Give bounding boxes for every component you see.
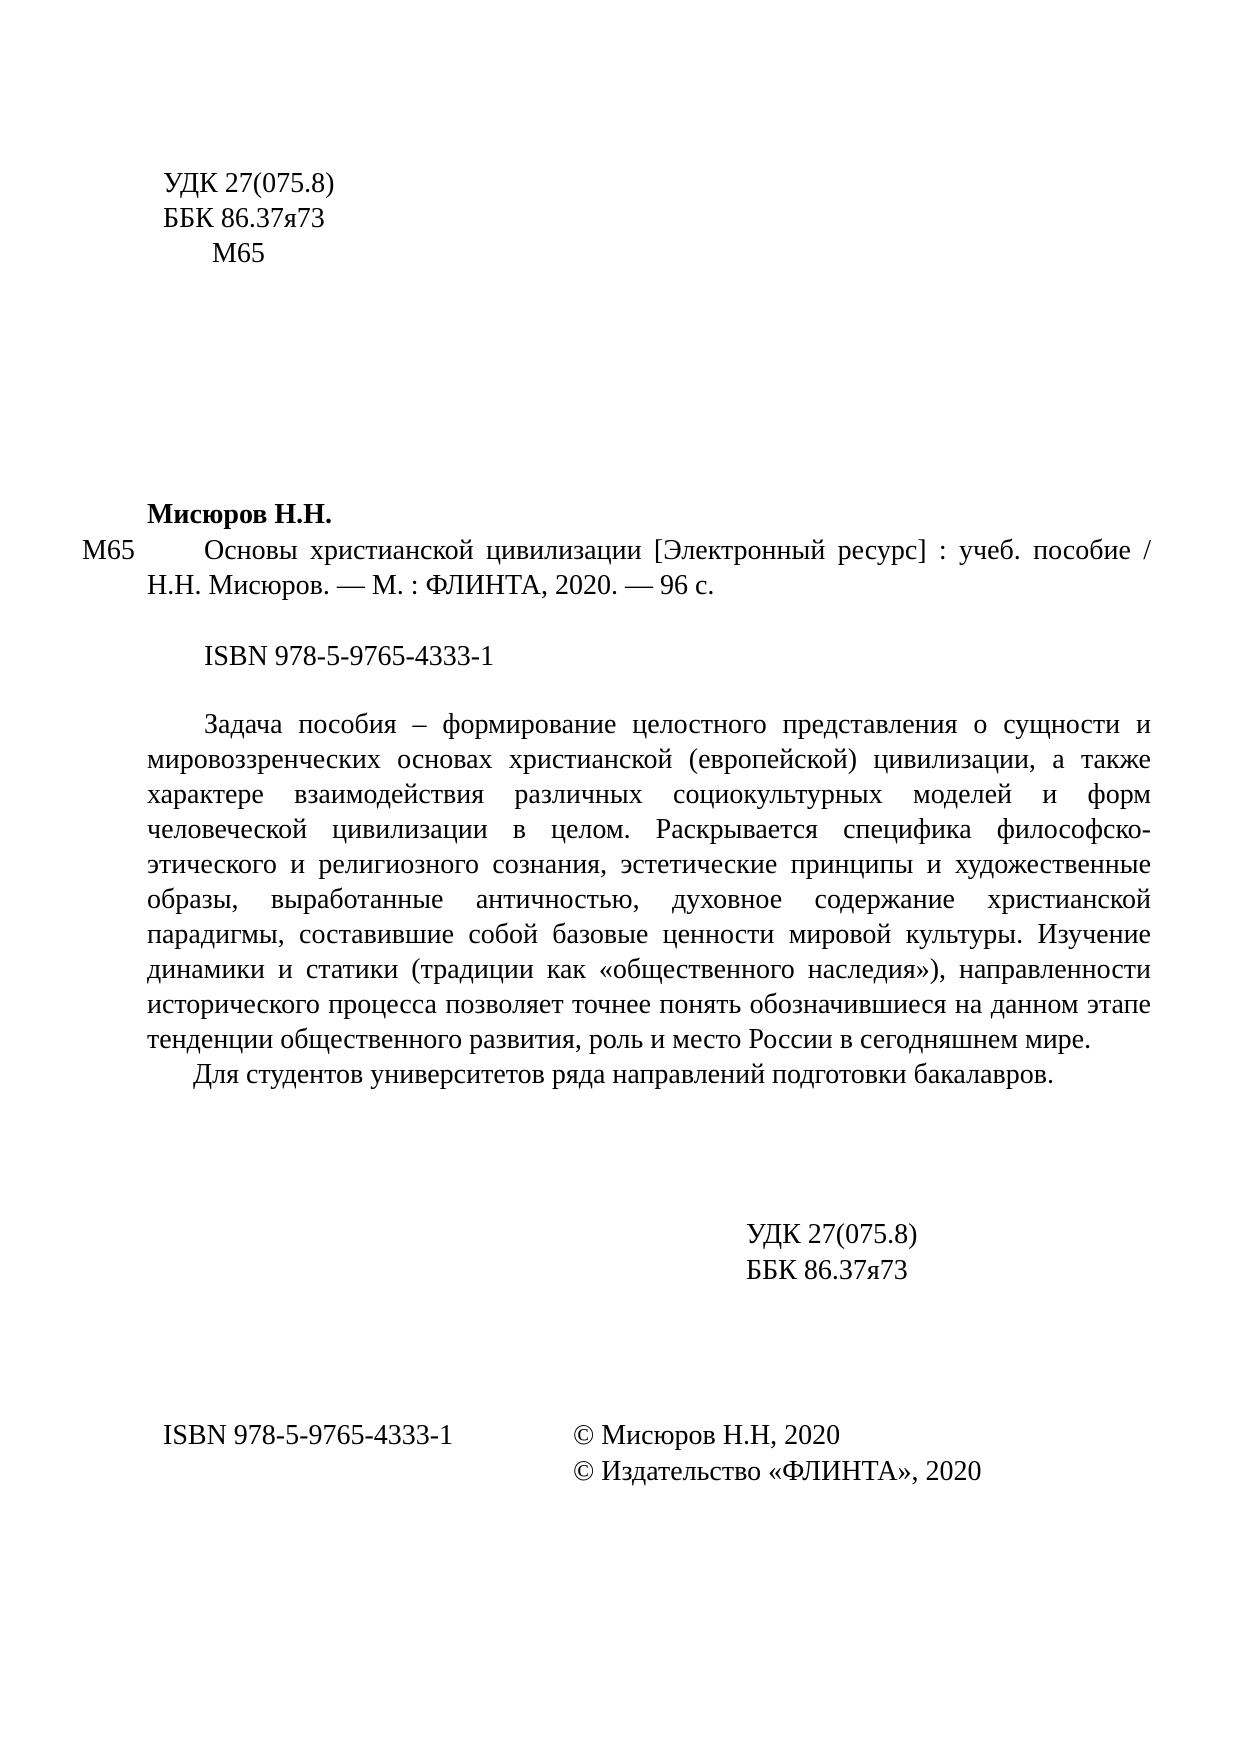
- bibliographic-description-text: Основы христианской цивилизации [Электронный ресурс] : учеб. пособие / Н.Н. Мисюров. — М. : ФЛИНТА, 2020. — 96 с.: [147, 535, 1151, 601]
- author-sign-top: М65: [212, 238, 265, 269]
- udc-index-bottom: УДК 27(075.8): [746, 1219, 918, 1250]
- annotation: [147, 707, 1151, 1092]
- copyright-publisher: © Издательство «ФЛИНТА», 2020: [573, 1456, 982, 1487]
- annotation-summary: Задача пособия – формирование целостного представления о сущности и мировоззренческих основах христианской (европейской) цивилизации, а также характере взаимодействия различных социокультурных моделей и форм человеческой цивилизации в целом. Раскрывается специфика философско-этического и религиозного сознания, эстетические принципы и художественные образы, выработанные античностью, духовное содержание христианской парадигмы, составившие собой базовые ценности мировой культуры. Изучение динамики и статики (традиции как «общественного наследия»), направленности исторического процесса позволяет точнее понять обозначившиеся на данном этапе тенденции общественного развития, роль и место России в сегодняшнем мире.: [147, 709, 1151, 1055]
- bbk-index-top: ББК 86.37я73: [163, 203, 325, 234]
- record-isbn: ISBN 978-5-9765-4333-1: [204, 641, 495, 672]
- copyright-author: © Мисюров Н.Н, 2020: [573, 1420, 841, 1451]
- record-author-sign: М65: [82, 535, 135, 566]
- udc-index-top: УДК 27(075.8): [163, 168, 335, 199]
- footer-isbn: ISBN 978-5-9765-4333-1: [163, 1420, 454, 1451]
- annotation-audience: Для студентов университетов ряда направлений подготовки бакалавров.: [193, 1059, 1054, 1090]
- bbk-index-bottom: ББК 86.37я73: [746, 1255, 908, 1286]
- record-author: Мисюров Н.Н.: [147, 499, 332, 530]
- bibliographic-description: [147, 533, 1151, 603]
